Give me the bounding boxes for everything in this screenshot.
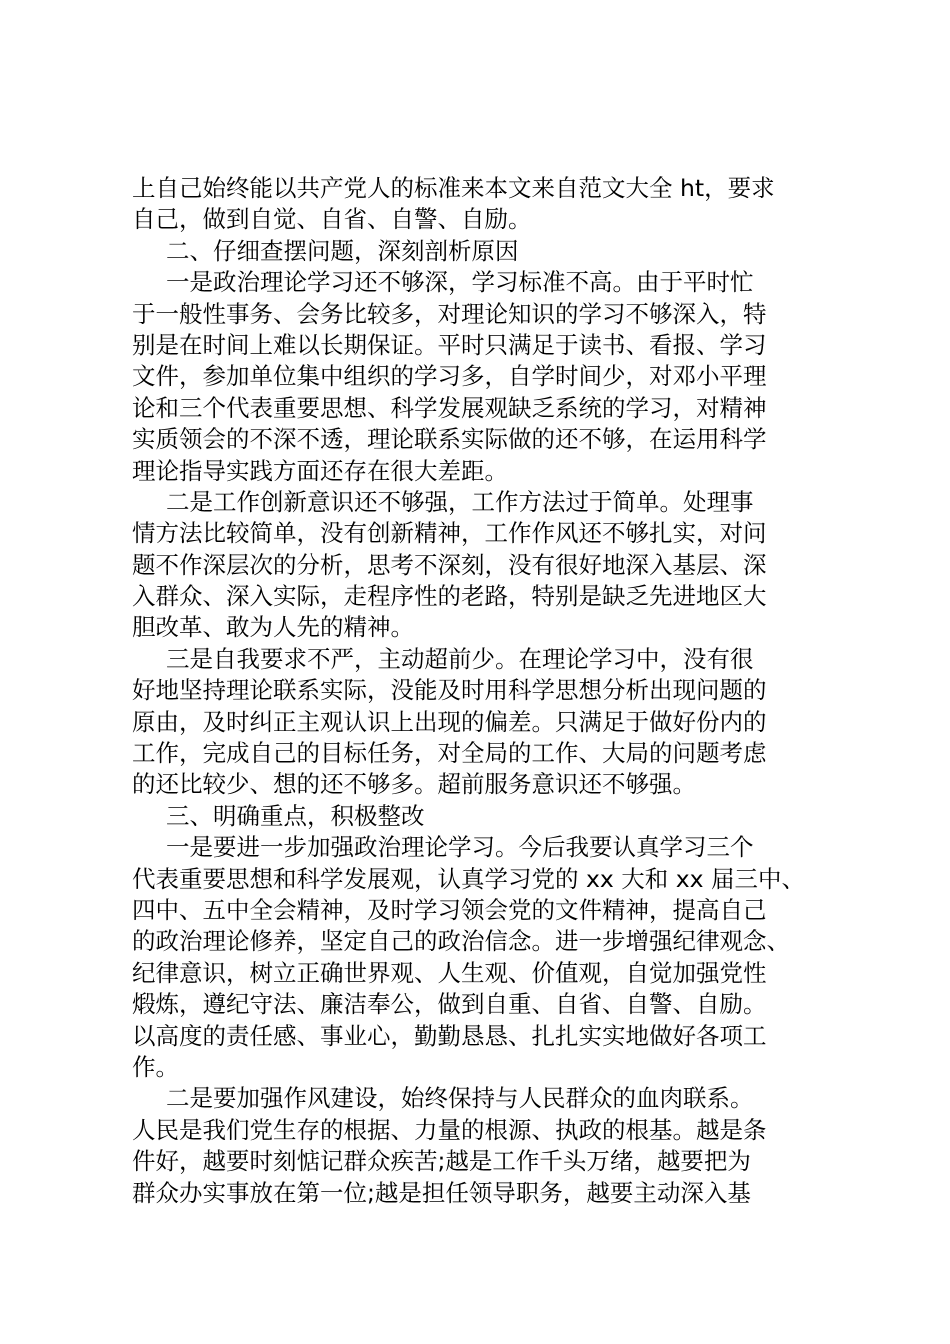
text-line: 代表重要思想和科学发展观，认真学习党的 xx 大和 xx 届三中、 [132, 864, 806, 893]
text-line: 于一般性事务、会务比较多，对理论知识的学习不够深入，特 [132, 299, 767, 328]
text-line: 情方法比较简单，没有创新精神，工作作风还不够扎实，对问 [132, 519, 767, 548]
text-line: 工作，完成自己的目标任务，对全局的工作、大局的问题考虑 [132, 739, 767, 768]
paragraph-first-line: 三是自我要求不严，主动超前少。在理论学习中，没有很 [166, 644, 754, 673]
document-body [132, 173, 832, 1209]
paragraph-first-line: 一是要进一步加强政治理论学习。今后我要认真学习三个 [166, 833, 754, 862]
text-line: 煅炼，遵纪守法、廉洁奉公，做到自重、自省、自警、自励。 [132, 990, 767, 1019]
text-line: 的还比较少、想的还不够多。超前服务意识还不够强。 [132, 770, 696, 799]
text-line: 原由，及时纠正主观认识上出现的偏差。只满足于做好份内的 [132, 707, 767, 736]
paragraph-first-line: 二是工作创新意识还不够强，工作方法过于简单。处理事 [166, 487, 754, 516]
text-line: 实质领会的不深不透，理论联系实际做的还不够，在运用科学 [132, 425, 767, 454]
text-line: 自己，做到自觉、自省、自警、自励。 [132, 205, 532, 234]
text-line: 的政治理论修养，坚定自己的政治信念。进一步增强纪律观念、 [132, 927, 790, 956]
paragraph-first-line: 一是政治理论学习还不够深，学习标准不高。由于平时忙 [166, 268, 754, 297]
paragraph-first-line: 二是要加强作风建设，始终保持与人民群众的血肉联系。 [166, 1084, 754, 1113]
text-line: 题不作深层次的分析，思考不深刻，没有很好地深入基层、深 [132, 550, 767, 579]
text-line: 作。 [132, 1052, 179, 1081]
text-line: 以高度的责任感、事业心，勤勤恳恳、扎扎实实地做好各项工 [132, 1021, 767, 1050]
text-line: 文件，参加单位集中组织的学习多，自学时间少，对邓小平理 [132, 362, 767, 391]
text-line: 上自己始终能以共产党人的标准来本文来自范文大全 ht，要求 [132, 174, 775, 202]
text-line: 好地坚持理论联系实际，没能及时用科学思想分析出现问题的 [132, 676, 767, 705]
text-line: 人民是我们党生存的根据、力量的根源、执政的根基。越是条 [132, 1115, 767, 1144]
section-heading: 三、明确重点，积极整改 [166, 801, 425, 830]
text-line: 别是在时间上难以长期保证。平时只满足于读书、看报、学习 [132, 330, 767, 359]
text-line: 胆改革、敢为人先的精神。 [132, 613, 414, 642]
text-line: 入群众、深入实际，走程序性的老路，特别是缺乏先进地区大 [132, 582, 767, 611]
text-line: 四中、五中全会精神，及时学习领会党的文件精神，提高自己 [132, 895, 767, 924]
section-heading: 二、仔细查摆问题，深刻剖析原因 [166, 236, 519, 265]
text-line: 纪律意识，树立正确世界观、人生观、价值观，自觉加强党性 [132, 958, 767, 987]
text-line: 论和三个代表重要思想、科学发展观缺乏系统的学习，对精神 [132, 393, 767, 422]
text-line: 群众办实事放在第一位;越是担任领导职务，越要主动深入基 [132, 1178, 751, 1207]
text-line: 件好，越要时刻惦记群众疾苦;越是工作千头万绪，越要把为 [132, 1147, 751, 1176]
text-line: 理论指导实践方面还存在很大差距。 [132, 456, 508, 485]
